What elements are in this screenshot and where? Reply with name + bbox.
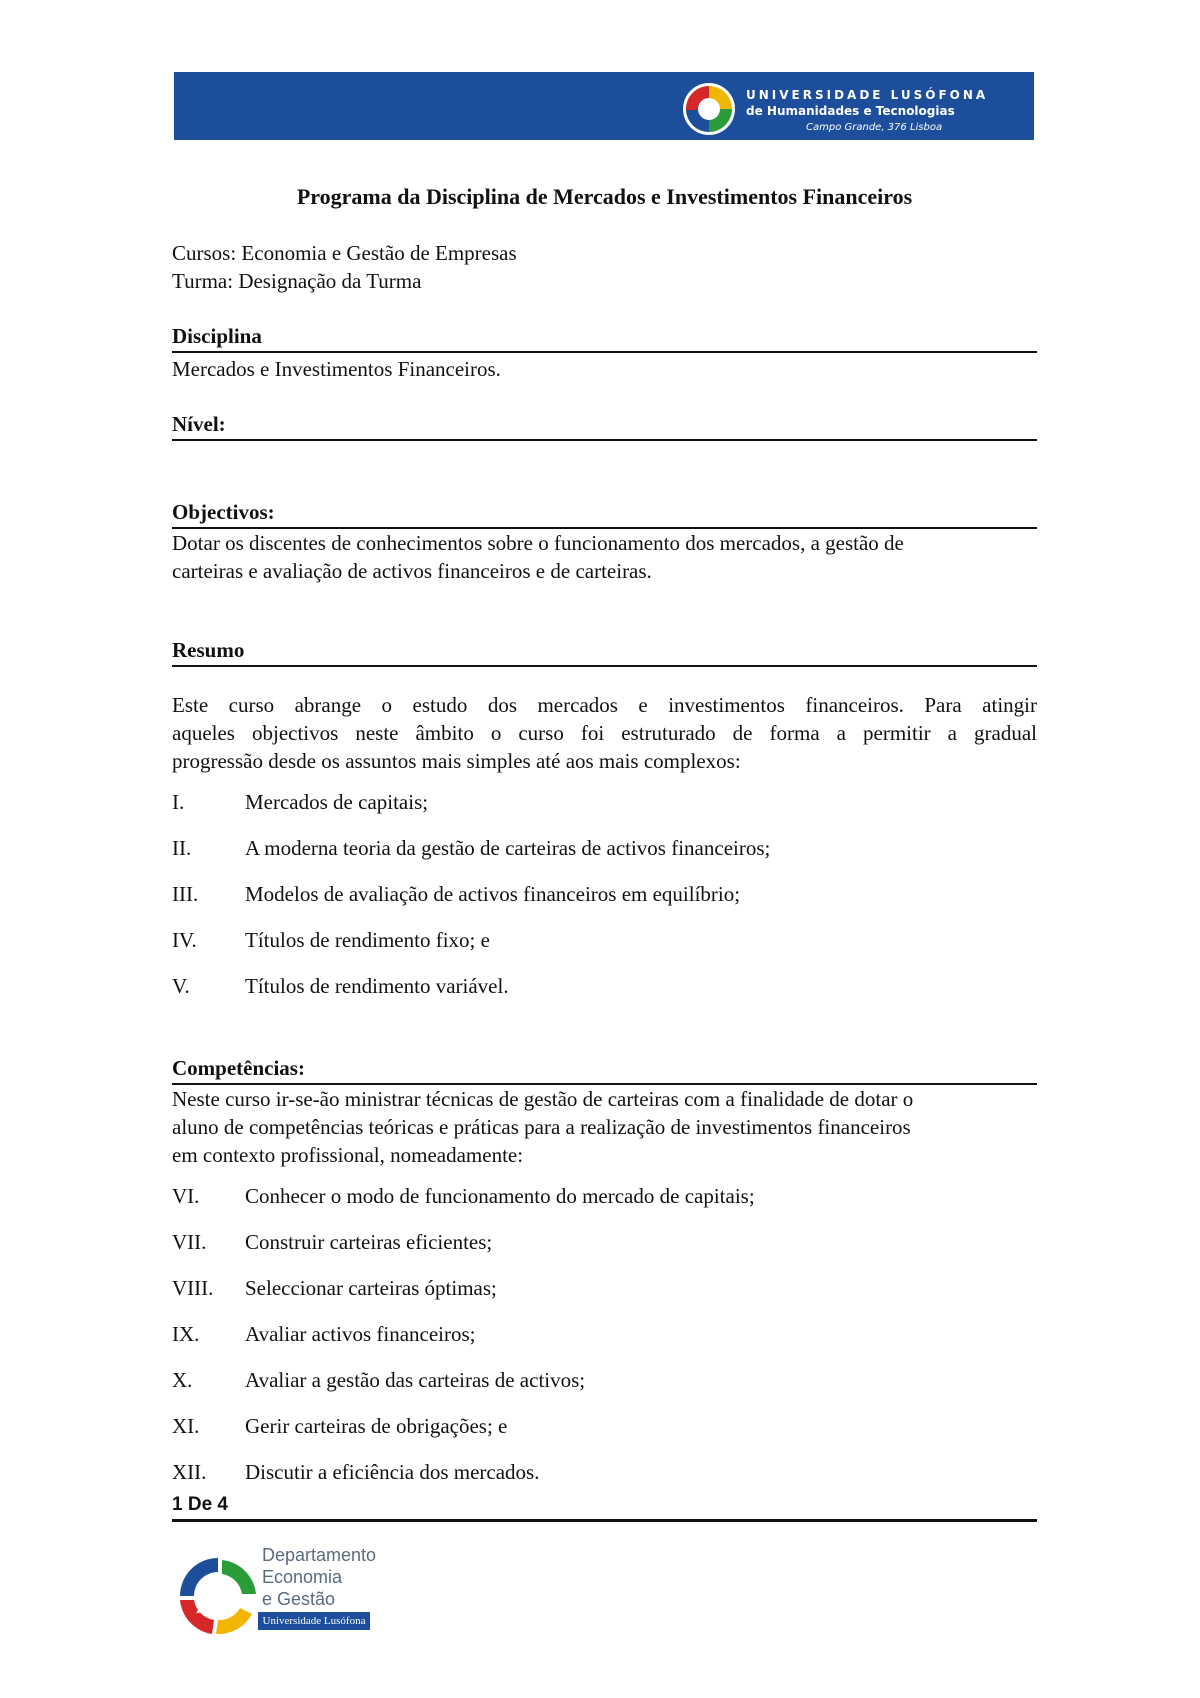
list-item-text: Conhecer o modo de funcionamento do mercado de capitais;: [245, 1184, 755, 1208]
list-item-number: IV.: [172, 928, 197, 952]
list-item-number: V.: [172, 974, 190, 998]
list-item-text: Discutir a eficiência dos mercados.: [245, 1460, 540, 1484]
department-name-line: e Gestão: [262, 1589, 336, 1609]
svg-text:de Humanidades e Tecnologias: de Humanidades e Tecnologias: [746, 104, 955, 118]
list-item-text: A moderna teoria da gestão de carteiras de activos financeiros;: [245, 836, 771, 860]
footer-divider: [172, 1519, 1037, 1522]
disciplina-text: Mercados e Investimentos Financeiros.: [172, 357, 501, 381]
turma-line: Turma: Designação da Turma: [172, 269, 422, 293]
list-item-text: Títulos de rendimento fixo; e: [245, 928, 490, 952]
department-name-line: Departamento: [262, 1545, 377, 1565]
list-item-text: Seleccionar carteiras óptimas;: [245, 1276, 497, 1300]
list-item-text: Gerir carteiras de obrigações; e: [245, 1414, 508, 1438]
disciplina-heading: Disciplina: [172, 323, 1037, 353]
list-item-number: II.: [172, 836, 192, 860]
department-logo-icon: [172, 1550, 264, 1640]
list-item-text: Avaliar activos financeiros;: [245, 1322, 476, 1346]
university-badge: Universidade Lusófona: [258, 1612, 370, 1630]
university-logo-text: [744, 84, 1024, 134]
department-name: [262, 1544, 376, 1610]
competencias-paragraph: [172, 1085, 1037, 1169]
list-item-number: XII.: [172, 1460, 207, 1484]
cursos-line: Cursos: Economia e Gestão de Empresas: [172, 241, 517, 265]
list-item-number: VII.: [172, 1230, 207, 1254]
page-number: 1 De 4: [172, 1494, 228, 1515]
header-banner: [174, 72, 1034, 140]
competencias-text-line: em contexto profissional, nomeadamente:: [172, 1143, 524, 1167]
objectivos-heading: Objectivos:: [172, 499, 1037, 529]
resumo-text-line: Este curso abrange o estudo dos mercados e investimentos financeiros. Para atingir: [172, 693, 1037, 717]
resumo-text-line: aqueles objectivos neste âmbito o curso foi estruturado de forma a permitir a gradual: [172, 721, 1037, 745]
resumo-heading: Resumo: [172, 637, 1037, 667]
objectivos-text-line: Dotar os discentes de conhecimentos sobre o funcionamento dos mercados, a gestão de: [172, 531, 904, 555]
list-item-number: VIII.: [172, 1276, 214, 1300]
list-item-text: Construir carteiras eficientes;: [245, 1230, 493, 1254]
list-item-number: VI.: [172, 1184, 200, 1208]
list-item-text: Modelos de avaliação de activos financeiros em equilíbrio;: [245, 882, 741, 906]
resumo-text-line: progressão desde os assuntos mais simples até aos mais complexos:: [172, 749, 741, 773]
competencias-text-line: Neste curso ir-se-ão ministrar técnicas de gestão de carteiras com a finalidade de dotar o: [172, 1087, 914, 1111]
list-item-number: III.: [172, 882, 199, 906]
list-item-number: I.: [172, 790, 185, 814]
document-title: Programa da Disciplina de Mercados e Investimentos Financeiros: [296, 184, 913, 209]
list-item-number: IX.: [172, 1322, 200, 1346]
svg-text:UNIVERSIDADE LUSÓFONA: UNIVERSIDADE LUSÓFONA: [746, 88, 989, 102]
list-item-text: Mercados de capitais;: [245, 790, 429, 814]
list-item-number: XI.: [172, 1414, 200, 1438]
list-item-text: Títulos de rendimento variável.: [245, 974, 509, 998]
competencias-text-line: aluno de competências teóricas e práticas para a realização de investimentos financeiros: [172, 1115, 911, 1139]
objectivos-text-line: carteiras e avaliação de activos financeiros e de carteiras.: [172, 559, 652, 583]
competencias-heading: Competências:: [172, 1055, 1037, 1085]
list-item-number: X.: [172, 1368, 193, 1392]
svg-text:Campo Grande, 376 Lisboa: Campo Grande, 376 Lisboa: [806, 122, 943, 133]
department-name-line: Economia: [262, 1567, 343, 1587]
university-logo-icon: [680, 80, 738, 138]
resumo-paragraph: [172, 691, 1037, 775]
list-item-text: Avaliar a gestão das carteiras de activos;: [245, 1368, 586, 1392]
nivel-heading: Nível:: [172, 411, 1037, 441]
